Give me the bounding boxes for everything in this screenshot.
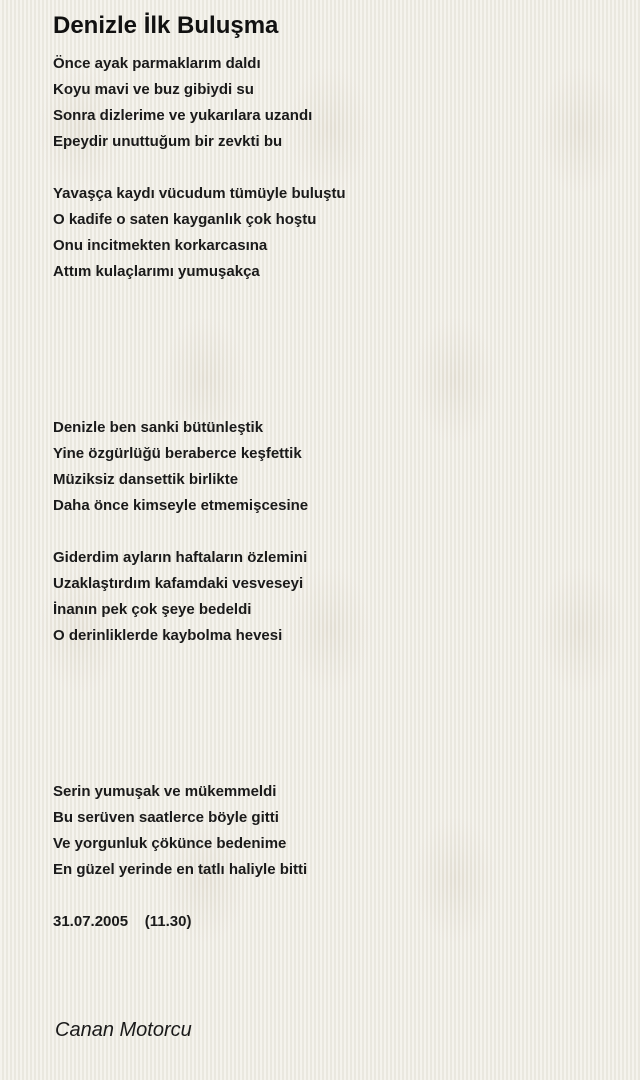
poem-line: Önce ayak parmaklarım daldı <box>53 55 261 72</box>
poem-line: Müziksiz dansettik birlikte <box>53 471 239 488</box>
poem-line: Bu serüven saatlerce böyle gitti <box>53 809 279 826</box>
poem-line: Koyu mavi ve buz gibiydi su <box>53 81 254 98</box>
poem-date: 31.07.2005 (11.30) <box>53 913 192 930</box>
stanza-5 <box>53 779 613 883</box>
poem-line: Uzaklaştırdım kafamdaki vesveseyi <box>53 575 304 592</box>
stanza-gap <box>53 519 613 545</box>
stanza-1 <box>53 51 613 155</box>
poem-line: Onu incitmekten korkarcasına <box>53 237 268 254</box>
poem-line: Attım kulaçlarımı yumuşakça <box>53 263 260 280</box>
poem-line: Serin yumuşak ve mükemmeldi <box>53 783 277 800</box>
poem-line: İnanın pek çok şeye bedeldi <box>53 601 252 618</box>
stanza-4 <box>53 545 613 649</box>
stanza-3 <box>53 415 613 519</box>
poem-line: Denizle ben sanki bütünleştik <box>53 419 264 436</box>
poem-author: Canan Motorcu <box>55 1019 192 1041</box>
poem-line: En güzel yerinde en tatlı haliyle bitti <box>53 861 308 878</box>
section-gap <box>53 649 613 779</box>
poem-line: Yine özgürlüğü beraberce keşfettik <box>53 445 302 462</box>
poem-title: Denizle İlk Buluşma <box>53 12 279 39</box>
poem-line: Yavaşça kaydı vücudum tümüyle buluştu <box>53 185 346 202</box>
poem-line: Epeydir unuttuğum bir zevkti bu <box>53 133 283 150</box>
poem-line: O kadife o saten kayganlık çok hoştu <box>53 211 317 228</box>
stanza-gap <box>53 883 613 909</box>
poem-line: Ve yorgunluk çökünce bedenime <box>53 835 287 852</box>
poem-line: Giderdim ayların haftaların özlemini <box>53 549 308 566</box>
stanza-gap <box>53 155 613 181</box>
poem-line: Sonra dizlerime ve yukarılara uzandı <box>53 107 313 124</box>
section-gap <box>53 285 613 415</box>
poem-line: Daha önce kimseyle etmemişcesine <box>53 497 309 514</box>
stanza-2 <box>53 181 613 285</box>
poem-line: O derinliklerde kaybolma hevesi <box>53 627 283 644</box>
poem-body <box>53 51 613 935</box>
